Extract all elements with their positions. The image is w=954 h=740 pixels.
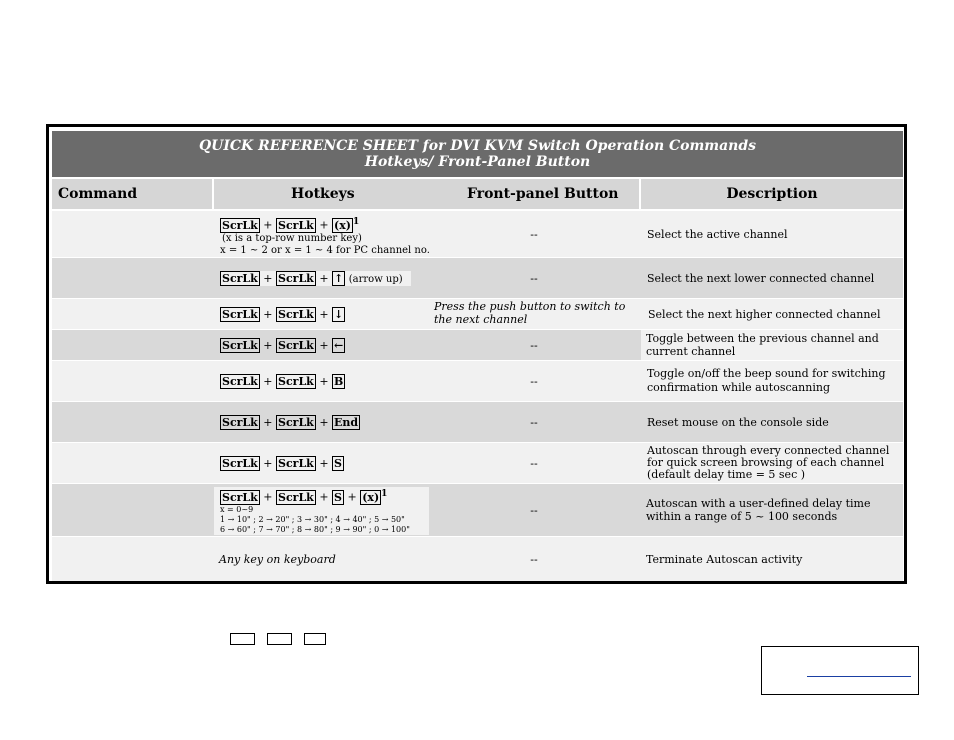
key-scrlk: ScrLk bbox=[222, 218, 258, 232]
plus-sign: + bbox=[263, 456, 273, 470]
front-panel-cell: -- bbox=[530, 503, 538, 517]
plus-sign: + bbox=[319, 490, 329, 504]
key-scrlk: ScrLk bbox=[278, 271, 314, 285]
plus-sign: + bbox=[263, 338, 273, 352]
hotkey-cell: Any key on keyboard bbox=[219, 552, 336, 566]
description-cell: Terminate Autoscan activity bbox=[646, 552, 803, 566]
key-scrlk: ScrLk bbox=[278, 338, 314, 352]
plus-sign: + bbox=[319, 374, 329, 388]
key-end: End bbox=[334, 415, 359, 429]
plus-sign: + bbox=[347, 490, 357, 504]
hotkey-cell bbox=[214, 330, 429, 360]
plus-sign: + bbox=[263, 374, 273, 388]
plus-sign: + bbox=[263, 218, 273, 232]
description-cell: Toggle between the previous channel and current channel bbox=[641, 330, 903, 360]
blank-box bbox=[230, 633, 255, 645]
title-line-2: Hotkeys/ Front-Panel Button bbox=[364, 154, 591, 170]
footnote-marker: 1 bbox=[381, 489, 388, 499]
hotkey-note: (arrow up) bbox=[348, 273, 403, 285]
key-scrlk: ScrLk bbox=[222, 338, 258, 352]
key-arrow-down: ↓ bbox=[334, 307, 344, 321]
key-x: (x) bbox=[362, 490, 380, 504]
title-line-1: QUICK REFERENCE SHEET for DVI KVM Switch Operation Commands bbox=[198, 138, 757, 154]
table-row bbox=[52, 443, 903, 483]
hotkey-cell bbox=[214, 443, 429, 483]
key-scrlk: ScrLk bbox=[222, 456, 258, 470]
header-hotkeys: Hotkeys bbox=[291, 186, 355, 202]
key-b: B bbox=[334, 374, 344, 388]
table-row bbox=[52, 484, 903, 536]
table-row bbox=[52, 537, 903, 581]
blank-link-line bbox=[807, 676, 911, 677]
table-row bbox=[52, 211, 903, 257]
blank-box bbox=[267, 633, 292, 645]
description-cell: Select the next higher connected channel bbox=[648, 307, 881, 321]
table-row bbox=[52, 402, 903, 442]
key-scrlk: ScrLk bbox=[278, 307, 314, 321]
blank-frame bbox=[761, 646, 919, 695]
key-scrlk: ScrLk bbox=[278, 218, 314, 232]
table-row bbox=[52, 361, 903, 401]
key-scrlk: ScrLk bbox=[222, 415, 258, 429]
key-scrlk: ScrLk bbox=[222, 307, 258, 321]
hotkey-cell bbox=[214, 299, 429, 329]
front-panel-cell: -- bbox=[530, 552, 538, 566]
key-scrlk: ScrLk bbox=[222, 374, 258, 388]
front-panel-cell: Press the push button to switch to the next channel bbox=[434, 300, 626, 326]
plus-sign: + bbox=[319, 307, 329, 321]
plus-sign: + bbox=[263, 271, 273, 285]
description-cell: Toggle on/off the beep sound for switching confirmation while autoscanning bbox=[647, 367, 886, 394]
description-cell: Autoscan through every connected channel for quick screen browsing of each channel (default delay time = 5 sec ) bbox=[647, 444, 890, 481]
key-scrlk: ScrLk bbox=[222, 490, 258, 504]
delay-note: 1 → 10" ; 2 → 20" ; 3 → 30" ; 4 → 40" ; 5 → 50" bbox=[220, 514, 405, 524]
plus-sign: + bbox=[319, 218, 329, 232]
table-row bbox=[52, 330, 903, 360]
sheet-title bbox=[52, 131, 903, 177]
key-scrlk: ScrLk bbox=[278, 374, 314, 388]
table-row bbox=[52, 299, 903, 329]
front-panel-cell: -- bbox=[530, 415, 538, 429]
plus-sign: + bbox=[263, 307, 273, 321]
key-scrlk: ScrLk bbox=[278, 456, 314, 470]
blank-box bbox=[304, 633, 326, 645]
front-panel-cell: -- bbox=[530, 338, 538, 352]
key-x: (x) bbox=[334, 218, 351, 232]
table-row bbox=[52, 258, 903, 298]
header-hotkeys-area bbox=[214, 179, 639, 209]
plus-sign: + bbox=[319, 415, 329, 429]
hotkey-cell bbox=[214, 361, 429, 401]
plus-sign: + bbox=[319, 456, 329, 470]
delay-note: 6 → 60" ; 7 → 70" ; 8 → 80" ; 9 → 90" ; 0 → 100" bbox=[220, 524, 410, 534]
front-panel-cell: -- bbox=[530, 227, 538, 241]
front-panel-cell: -- bbox=[530, 374, 538, 388]
header-description: Description bbox=[641, 179, 903, 209]
hotkey-cell bbox=[214, 402, 429, 442]
footnote-marker: 1 bbox=[353, 217, 360, 227]
hotkey-cell bbox=[214, 258, 429, 298]
plus-sign: + bbox=[319, 338, 329, 352]
key-arrow-up: ↑ bbox=[334, 271, 344, 285]
header-command: Command bbox=[52, 179, 212, 209]
header-front-panel: Front-panel Button bbox=[467, 186, 619, 202]
description-cell: Autoscan with a user-defined delay time within a range of 5 ~ 100 seconds bbox=[646, 497, 871, 523]
hotkey-cell bbox=[214, 487, 429, 535]
plus-sign: + bbox=[263, 490, 273, 504]
hotkey-note: (x is a top-row number key) bbox=[222, 232, 362, 244]
hotkey-note: x = 1 ~ 2 or x = 1 ~ 4 for PC channel no. bbox=[220, 244, 430, 256]
key-s: S bbox=[334, 456, 342, 470]
hotkey-cell bbox=[214, 215, 429, 257]
description-cell: Reset mouse on the console side bbox=[647, 415, 829, 429]
key-scrlk: ScrLk bbox=[278, 490, 314, 504]
front-panel-cell: -- bbox=[530, 456, 538, 470]
plus-sign: + bbox=[263, 415, 273, 429]
delay-note: x = 0~9 bbox=[220, 504, 254, 514]
key-arrow-left: ← bbox=[334, 338, 344, 352]
front-panel-cell: -- bbox=[530, 271, 538, 285]
key-scrlk: ScrLk bbox=[222, 271, 258, 285]
key-s: S bbox=[334, 490, 342, 504]
plus-sign: + bbox=[319, 271, 329, 285]
description-cell: Select the next lower connected channel bbox=[647, 271, 875, 285]
key-scrlk: ScrLk bbox=[278, 415, 314, 429]
quick-reference-sheet bbox=[46, 124, 907, 584]
description-cell: Select the active channel bbox=[647, 227, 788, 241]
